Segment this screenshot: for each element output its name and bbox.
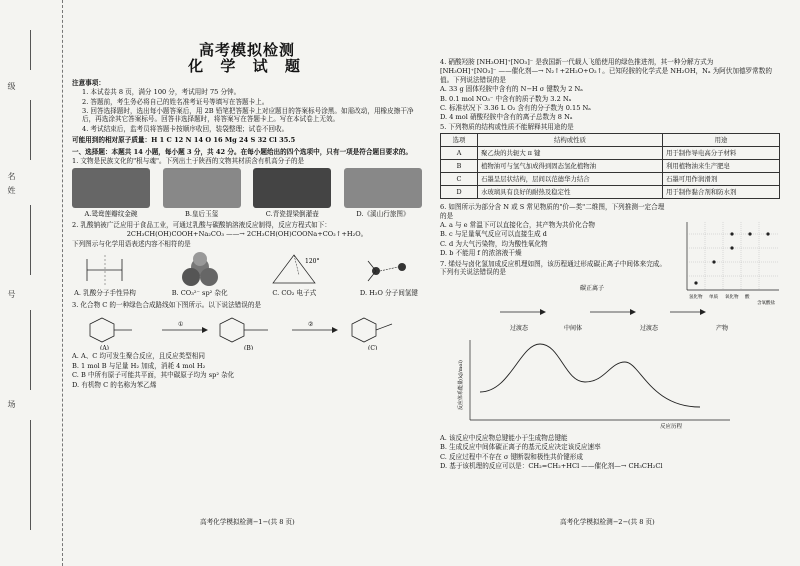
carbocation-label: 碳正离子 [580,284,605,292]
table-cell: D [441,186,478,199]
q2-figures [72,251,422,297]
table-cell: 用于制作导电高分子材料 [663,147,780,160]
q6-option: B. c 与足量氧气反应可以直接生成 d [440,230,547,239]
page-footer-left: 高考化学模拟检测−1−(共 8 页) [200,518,295,526]
page-footer-right: 高考化学模拟检测−2−(共 8 页) [560,518,655,526]
q1-option-c [253,168,331,218]
binding-margin [0,0,63,566]
step-1-label: ① [178,320,184,328]
q3-option: B. 1 mol B 与足量 H₂ 加成，消耗 4 mol H₂ [72,361,206,370]
q7-option: A. 该反应中反应物总键能小于生成物总键能 [440,433,568,442]
q4-option: C. 标准状况下 3.36 L O₂ 含有的分子数为 0.15 Nₐ [440,104,591,113]
q6-option: A. a 与 e 常温下可以直接化合，其产物为共价化合物 [440,221,595,230]
table-cell: A [441,147,478,160]
option-label: D. H₂O 分子间氢键 [359,289,419,298]
question-1: 1. 文物是民族文化的"根与魂"。下列出土于陕西的文物其材质含有机高分子的是 [72,157,305,166]
table-row [441,147,780,160]
option-label: B.皇后玉玺 [184,210,219,219]
space-filling-model [167,251,233,289]
question-2: 2. 乳酸钠被广泛应用于食品工业，可通过乳酸与碳酸钠溶液反应制得，反应方程式如下： [72,220,331,229]
chart-point [730,232,733,235]
table-row [441,173,780,186]
table-header: 选项 [441,134,478,147]
option-label: B. CO₃²⁻ sp² 杂化 [171,289,228,298]
table-cell: 植物油可与氢气加成得到固态氢化植物油 [478,160,663,173]
left-page [72,41,422,390]
transition-state-label: 过渡态 [510,324,529,332]
binding-label-room: 场 [7,400,16,408]
energy-curve [480,344,700,407]
product-label: 产物 [716,324,729,332]
tetrahedral-diagram [261,251,327,289]
q2-ask: 下列图示与化学用语表述内容不相符的是 [72,239,191,248]
table-cell: 用于制作黏合剂和防水剂 [663,186,780,199]
q2-figure-b [167,251,233,297]
q4-equation: [NH₃OH]⁺[NO₃]⁻ ——催化剂—→ N₂↑+2H₂O+O₂↑。已知羟胺的化学式是 NH₂OH，Nₐ 为阿伏加德罗常数的值。下列说法错误的是 [440,67,772,84]
chart-point [730,246,733,249]
x-tick: 单质 [709,295,718,300]
celadon-pot-photo [253,168,331,208]
question-7: 7. 烯烃与卤化氢加成反应机理如图，该历程通过形成碳正离子中间体来完成。下列有关说法错误的是 [440,259,666,277]
q7-option: C. 反应过程中不存在 σ 键断裂和极性共价键形成 [440,452,583,461]
exam-title: 高考模拟检测 [198,41,295,59]
table-header: 用途 [663,134,780,147]
x-tick: 含氧酸盐 [757,301,775,306]
transition-state-label-2: 过渡态 [640,324,659,332]
question-4: 4. 硝酸羟胺 [NH₃OH]⁺[NO₃]⁻ 是我国新一代载人飞船使用的绿色推进剂，其一种分解方式为 [440,58,714,66]
table-header: 结构或性质 [478,134,663,147]
q2-figure-c [261,251,327,297]
option-label: C. CO₂ 电子式 [272,289,317,298]
q3-option: D. 有机物 C 的名称为苯乙烯 [72,380,157,389]
step-2-label: ② [308,320,314,328]
q3-synthesis-route [72,310,422,350]
q3-option: A. A、C 均可发生聚合反应，且反应类型相同 [72,352,205,361]
q1-option-b [163,168,241,218]
q4-option: B. 0.1 mol NO₃⁻ 中含有的质子数为 3.2 Nₐ [440,94,572,103]
q6-option: D. b 不能用 f 的浓溶液干燥 [440,249,522,258]
q5-table [440,133,780,199]
x-tick: 氧化物 [725,295,739,300]
q7-option: B. 生成反应中间体碳正离子的基元反应决定该反应速率 [440,443,601,452]
notice-item: 3. 回答选择题时，选出每小题答案后，用 2B 铅笔把答题卡上对应题目的答案标号涂黑。如需改动，用橡皮擦干净后，再选涂其它答案标号。回答非选择题时，将答案写在答题卡上。写在本试卷上无效。 [82,107,414,124]
exam-subtitle: 化 学 试 题 [188,57,306,76]
binding-label-number: 号 [7,290,16,298]
chart-point [712,260,715,263]
notice-heading: 注意事项： [72,78,105,87]
landscape-painting-photo [344,168,422,208]
atomic-masses: 可能用到的相对原子质量：H 1 C 12 N 14 O 16 Mg 24 S 32 Cl 35.5 [72,136,296,145]
table-cell: 石墨呈层状结构，层间以范德华力结合 [478,173,663,186]
table-header-row [441,134,780,147]
q1-option-d [344,168,422,218]
binding-line [30,205,31,275]
table-row [441,160,780,173]
q2-figure-d [356,251,422,297]
q4-option: D. 4 mol 硝酸羟胺中含有的离子总数为 8 Nₐ [440,113,573,122]
binding-label-class: 级 [7,82,16,90]
q6-valence-class-chart [677,218,781,306]
q2-equation: 2CH₃CH(OH)COOH+Na₂CO₃ ——→ 2CH₃CH(OH)COONa+CO₂↑+H₂O。 [126,230,368,239]
x-axis-label: 反应历程 [660,423,683,430]
q1-images [72,168,422,218]
angle-label: 120° [305,258,320,266]
x-tick: 氢化物 [689,295,703,300]
q2-figure-a [72,251,138,297]
table-row [441,186,780,199]
table-cell: 利用植物油来生产肥皂 [663,160,780,173]
table-cell: 石墨可用作润滑剂 [663,173,780,186]
compound-b-label: (B) [244,344,254,350]
compound-a-label: (A) [100,344,110,350]
option-label: D.《溪山行旅图》 [356,210,410,219]
table-cell: 水玻璃具有良好的耐热及稳定性 [478,186,663,199]
chart-point [766,232,769,235]
question-3: 3. 化合物 C 的一种绿色合成路线如下图所示。以下说法错误的是 [72,300,262,309]
table-cell: B [441,160,478,173]
binding-label-name2: 姓 [7,186,16,194]
jade-seal-photo [163,168,241,208]
intermediate-label: 中间体 [564,324,583,332]
binding-line [30,420,31,530]
q7-option: D. 基于该机理的反应可以是：CH₂=CH₂+HCl ——催化剂—→ CH₃CH₂Cl [440,462,663,471]
option-label: A.鸳鸯莲瓣纹金碗 [84,210,138,219]
binding-line [30,100,31,160]
binding-label-name1: 名 [7,172,16,180]
notice-item: 1. 本试卷共 8 页，满分 100 分，考试用时 75 分钟。 [82,88,241,97]
gold-bowl-photo [72,168,150,208]
section-heading: 一、选择题：本题共 14 小题，每小题 3 分，共 42 分。在每小题给出的四个选项中，只有一项是符合题目要求的。 [72,147,413,156]
compound-c-label: (C) [368,344,378,350]
q3-option: C. B 中所有原子可能共平面，其中碳原子均为 sp² 杂化 [72,371,235,380]
y-axis-label: 反应体系能量(kJ/mol) [458,359,464,410]
option-label: A. 乳酸分子手性异构 [74,289,136,298]
q4-option: A. 33 g 固体羟胺中含有的 N−H σ 键数为 2 Nₐ [440,85,583,94]
q1-option-a [72,168,150,218]
q6-option: C. d 为大气污染物，均为酸性氧化物 [440,239,548,248]
notice-item: 4. 考试结束后，监考员将答题卡按顺序收回，装袋整理；试卷不回收。 [82,124,289,133]
option-label: C.青瓷提梁倒灌壶 [265,210,319,219]
table-cell: 聚乙炔的共轭大 π 键 [478,147,663,160]
right-page [440,58,785,472]
chart-point [748,232,751,235]
table-cell: C [441,173,478,186]
x-tick: 酸 [745,295,750,300]
chart-point [694,281,697,284]
binding-line [30,30,31,70]
notice-item: 2. 答题前，考生务必将自己的姓名准考证号等填写在答题卡上。 [82,97,269,106]
chiral-molecule-diagram [72,251,138,289]
binding-line [30,310,31,390]
question-5: 5. 下列物质的结构或性质不能解释其用途的是 [440,122,574,131]
question-6: 6. 如图所示为部分含 N 或 S 常见物质的"价—类"二维图，下列推测一定合理的是 [440,203,665,220]
hydrogen-bond-diagram [356,251,422,289]
